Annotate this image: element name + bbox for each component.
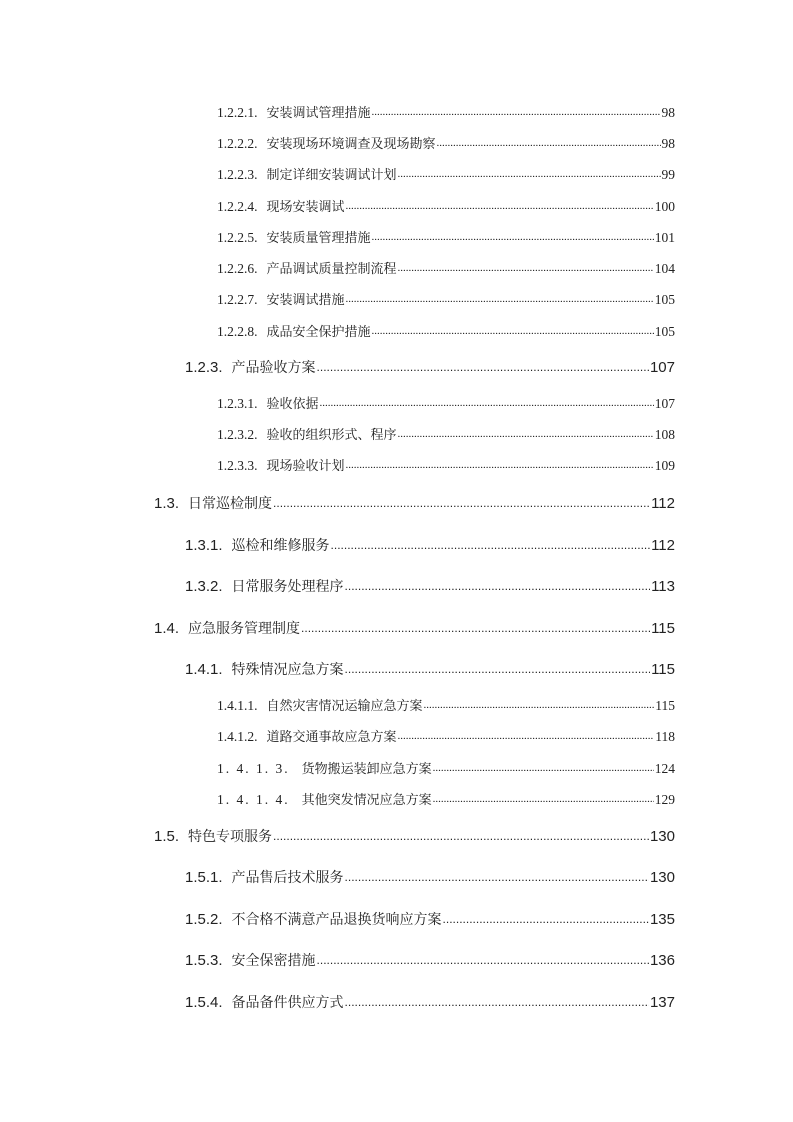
toc-entry-page: 105 (654, 292, 675, 307)
toc-entry-title: 安装调试措施 (266, 293, 345, 308)
toc-entry-title: 成品安全保护措施 (266, 325, 371, 340)
toc-entry[interactable] (217, 697, 675, 713)
dot-leader (301, 619, 650, 633)
dot-leader (320, 395, 654, 408)
dot-leader (372, 323, 654, 336)
toc-entry-number: 1.2.2.6. (217, 261, 258, 276)
toc-entry[interactable] (217, 166, 675, 182)
toc-entry-number: 1.2.2.3. (217, 167, 258, 182)
toc-entry-page: 129 (654, 792, 675, 807)
dot-leader (273, 494, 650, 508)
toc-entry-number: 1.5.3. (185, 952, 223, 969)
toc-entry-number: 1.2.2.2. (217, 136, 258, 151)
toc-entry-number: 1.2.2.7. (217, 292, 258, 307)
toc-entry[interactable] (154, 619, 675, 636)
toc-entry-number: 1.5.4. (185, 994, 223, 1011)
toc-entry-page: 98 (661, 136, 675, 151)
toc-entry-number: 1.2.2.4. (217, 199, 258, 214)
toc-entry-title: 验收的组织形式、程序 (266, 428, 397, 443)
toc-entry-page: 109 (654, 458, 675, 473)
toc-entry-number: 1.2.3.1. (217, 396, 258, 411)
toc-entry-title: 备品备件供应方式 (231, 995, 344, 1011)
toc-entry-title: 特色专项服务 (188, 829, 273, 845)
toc-entry[interactable] (185, 358, 675, 375)
toc-entry-page: 130 (649, 828, 675, 845)
toc-entry-title: 产品售后技术服务 (231, 870, 344, 886)
toc-entry-number: 1.5. (154, 828, 180, 845)
toc-entry-page: 137 (649, 994, 675, 1011)
toc-entry-title: 产品调试质量控制流程 (266, 262, 397, 277)
dot-leader (317, 951, 649, 965)
toc-entry-title: 产品验收方案 (231, 360, 316, 376)
toc-entry[interactable] (185, 577, 675, 594)
toc-entry-title: 自然灾害情况运输应急方案 (266, 699, 423, 714)
toc-entry-title: 货物搬运装卸应急方案 (301, 762, 432, 777)
dot-leader (398, 426, 654, 439)
toc-entry-page: 115 (651, 620, 675, 637)
dot-leader (346, 457, 654, 470)
dot-leader (398, 166, 661, 179)
toc-entry-number: 1.5.1. (185, 869, 223, 886)
dot-leader (345, 868, 649, 882)
toc-entry-number: 1.2.2.5. (217, 230, 258, 245)
toc-entry[interactable] (185, 868, 675, 885)
toc-entry[interactable] (217, 426, 675, 442)
toc-entry[interactable] (185, 910, 675, 927)
toc-entry-page: 124 (654, 761, 675, 776)
dot-leader (398, 728, 655, 741)
toc-entry-number: 1. 4. 1. 4. (217, 792, 290, 807)
toc-entry-title: 特殊情况应急方案 (231, 662, 344, 678)
toc-entry-number: 1.5.2. (185, 911, 223, 928)
toc-entry-number: 1.4.1. (185, 661, 223, 678)
toc-entry[interactable] (185, 536, 675, 553)
toc-entry-page: 101 (654, 230, 675, 245)
toc-entry-title: 其他突发情况应急方案 (301, 793, 432, 808)
dot-leader (437, 135, 661, 148)
toc-entry[interactable] (217, 260, 675, 276)
toc-entry-page: 98 (661, 105, 675, 120)
toc-entry-page: 99 (661, 167, 675, 182)
toc-entry-number: 1.3.1. (185, 537, 223, 554)
toc-entry-page: 130 (649, 869, 675, 886)
toc-entry-number: 1.2.3.3. (217, 458, 258, 473)
toc-entry-title: 不合格不满意产品退换货响应方案 (231, 912, 442, 928)
toc-entry[interactable] (185, 951, 675, 968)
toc-entry-title: 安装质量管理措施 (266, 231, 371, 246)
toc-entry[interactable] (154, 827, 675, 844)
dot-leader (346, 198, 654, 211)
toc-entry[interactable] (154, 494, 675, 511)
toc-entry-title: 现场验收计划 (266, 459, 345, 474)
toc-entry-title: 道路交通事故应急方案 (266, 730, 397, 745)
toc-entry[interactable] (217, 728, 675, 744)
toc-entry-number: 1.4.1.1. (217, 698, 258, 713)
toc-entry-page: 118 (655, 729, 675, 744)
toc-entry-page: 108 (654, 427, 675, 442)
dot-leader (345, 577, 651, 591)
toc-entry-number: 1. 4. 1. 3. (217, 761, 290, 776)
toc-entry-number: 1.4. (154, 620, 180, 637)
toc-entry-number: 1.2.2.1. (217, 105, 258, 120)
toc-entry-title: 安装现场环境调查及现场勘察 (266, 137, 436, 152)
toc-entry-title: 安装调试管理措施 (266, 106, 371, 121)
toc-entry-title: 日常巡检制度 (188, 496, 273, 512)
toc-entry-number: 1.4.1.2. (217, 729, 258, 744)
dot-leader (424, 697, 655, 710)
toc-entry-page: 136 (649, 952, 675, 969)
toc-entry-page: 107 (654, 396, 675, 411)
toc-entry-number: 1.2.3. (185, 359, 223, 376)
toc-entry-number: 1.2.3.2. (217, 427, 258, 442)
toc-entry-page: 107 (649, 359, 675, 376)
toc-entry[interactable] (217, 291, 675, 307)
toc-entry-title: 应急服务管理制度 (188, 621, 301, 637)
dot-leader (433, 760, 654, 773)
toc-entry[interactable] (217, 229, 675, 245)
toc-entry[interactable] (217, 135, 675, 151)
dot-leader (345, 660, 651, 674)
dot-leader (372, 104, 661, 117)
dot-leader (433, 791, 654, 804)
toc-entry-page: 104 (654, 261, 675, 276)
dot-leader (331, 536, 651, 550)
toc-entry-title: 巡检和维修服务 (231, 538, 330, 554)
dot-leader (372, 229, 654, 242)
dot-leader (273, 827, 649, 841)
toc-entry[interactable] (217, 104, 675, 120)
toc-entry-page: 113 (651, 578, 675, 595)
dot-leader (345, 993, 649, 1007)
dot-leader (317, 358, 649, 372)
toc-entry[interactable] (217, 323, 675, 339)
toc-entry-title: 制定详细安装调试计划 (266, 168, 397, 183)
toc-entry[interactable] (217, 457, 675, 473)
toc-entry[interactable] (217, 198, 675, 214)
dot-leader (443, 910, 649, 924)
toc-entry-page: 135 (649, 911, 675, 928)
toc-entry-page: 100 (654, 199, 675, 214)
toc-entry-title: 安全保密措施 (231, 953, 316, 969)
toc-entry[interactable] (217, 791, 675, 807)
toc-entry[interactable] (185, 660, 675, 677)
toc-entry[interactable] (217, 395, 675, 411)
toc-entry-number: 1.2.2.8. (217, 324, 258, 339)
toc-entry-number: 1.3.2. (185, 578, 223, 595)
toc-entry[interactable] (185, 993, 675, 1010)
toc-entry-page: 115 (655, 698, 675, 713)
toc-entry-page: 112 (651, 537, 675, 554)
dot-leader (398, 260, 654, 273)
dot-leader (346, 291, 654, 304)
toc-entry-page: 105 (654, 324, 675, 339)
toc-entry-title: 日常服务处理程序 (231, 579, 344, 595)
toc-entry-title: 现场安装调试 (266, 200, 345, 215)
toc-entry-page: 112 (651, 495, 675, 512)
toc-entry-page: 115 (651, 661, 675, 678)
toc-entry[interactable] (217, 760, 675, 776)
toc-entry-number: 1.3. (154, 495, 180, 512)
toc-entry-title: 验收依据 (266, 397, 319, 412)
